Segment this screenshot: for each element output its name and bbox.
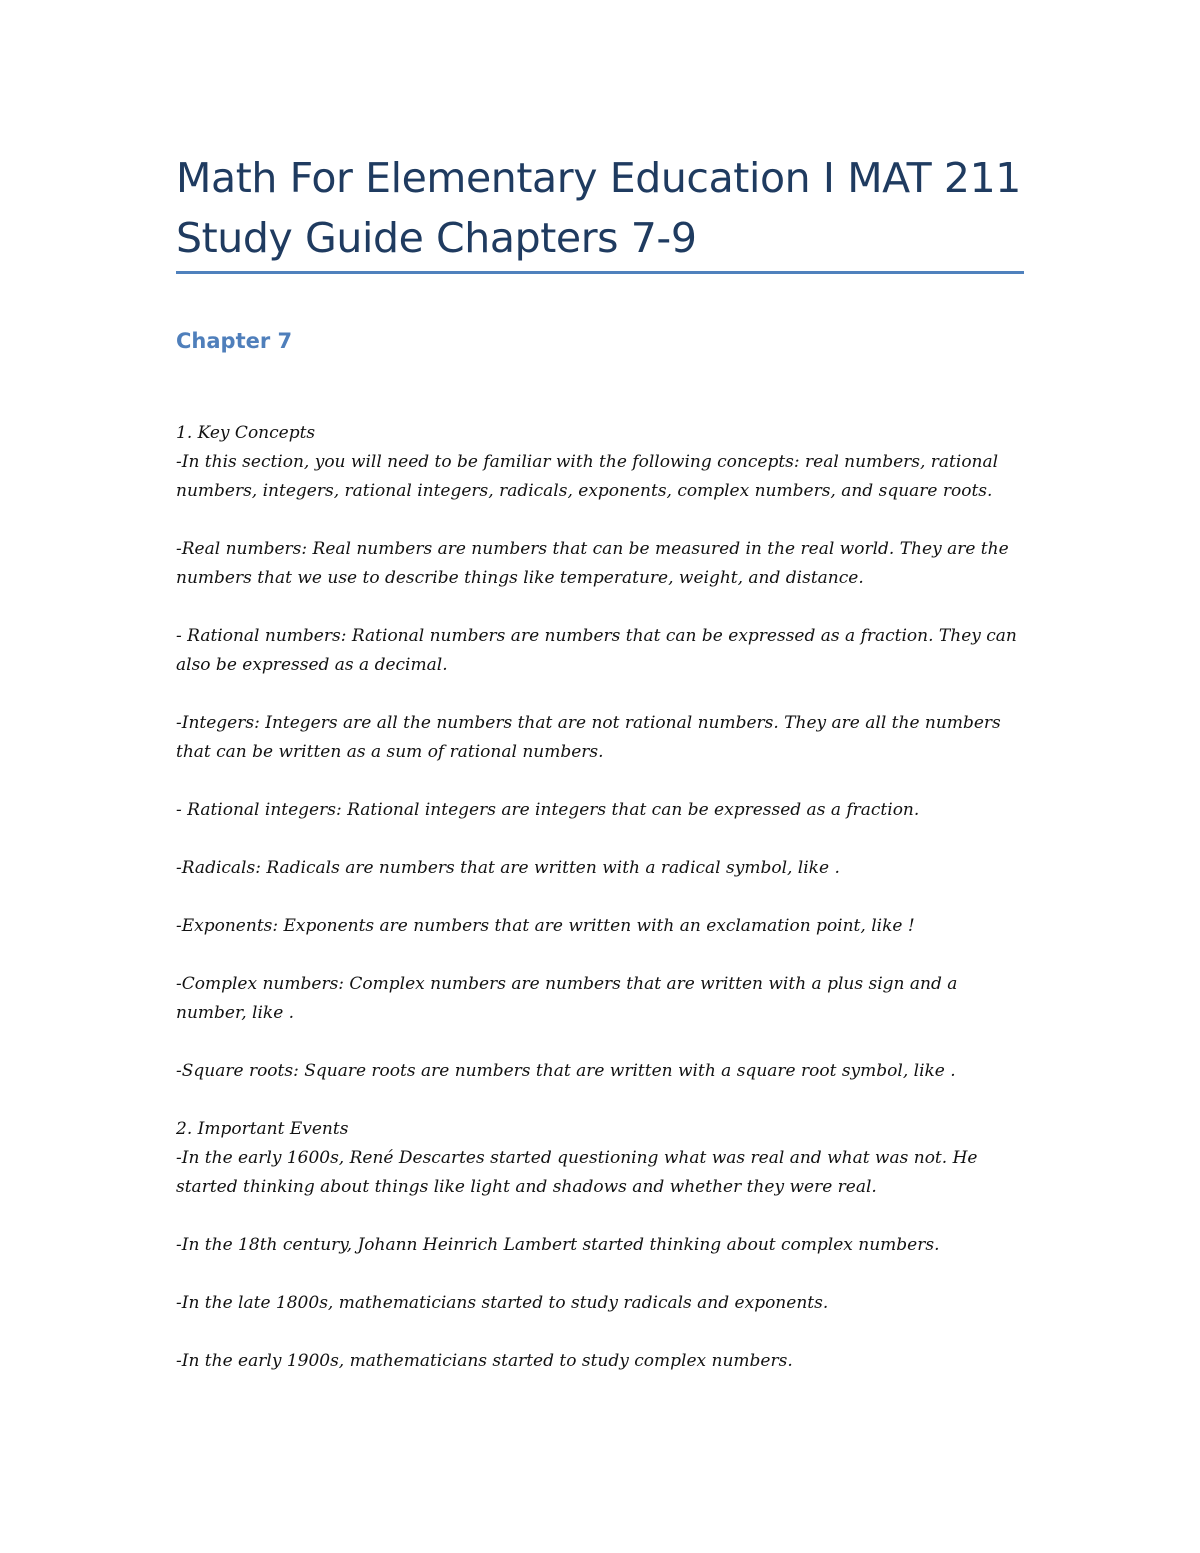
concept-complex-numbers: -Complex numbers: Complex numbers are numbers that are written with a plus sign and a number, like .: [176, 974, 958, 1023]
event-descartes: -In the early 1600s, René Descartes started questioning what was real and what was not. He started thinking about things like light and shadows and whether they were real.: [176, 1148, 978, 1197]
document-title: Math For Elementary Education I MAT 211 Study Guide Chapters 7-9: [176, 154, 1021, 262]
title-underline: [176, 271, 1024, 274]
concept-rational-numbers: - Rational numbers: Rational numbers are numbers that can be expressed as a fraction. They can also be expressed as a decimal.: [176, 626, 1017, 675]
concept-square-roots: -Square roots: Square roots are numbers that are written with a square root symbol, like .: [176, 1061, 956, 1081]
event-complex-numbers: -In the early 1900s, mathematicians started to study complex numbers.: [176, 1351, 793, 1371]
key-concepts-heading: 1. Key Concepts: [176, 423, 316, 443]
event-lambert: -In the 18th century, Johann Heinrich Lambert started thinking about complex numbers.: [176, 1235, 940, 1255]
concept-exponents: -Exponents: Exponents are numbers that are written with an exclamation point, like !: [176, 916, 915, 936]
chapter-heading: Chapter 7: [176, 329, 293, 353]
concept-rational-integers: - Rational integers: Rational integers are integers that can be expressed as a fraction.: [176, 800, 920, 820]
event-radicals-exponents: -In the late 1800s, mathematicians started to study radicals and exponents.: [176, 1293, 829, 1313]
key-concepts-intro: -In this section, you will need to be familiar with the following concepts: real numbers, rational numbers, integers, rational integers, radicals, exponents, complex numbers, and square roots.: [176, 452, 999, 501]
document-body: [176, 419, 1026, 1405]
concept-real-numbers: -Real numbers: Real numbers are numbers that can be measured in the real world. They are the numbers that we use to describe things like temperature, weight, and distance.: [176, 539, 1009, 588]
concept-radicals: -Radicals: Radicals are numbers that are written with a radical symbol, like .: [176, 858, 840, 878]
concept-integers: -Integers: Integers are all the numbers that are not rational numbers. They are all the numbers that can be written as a sum of rational numbers.: [176, 713, 1001, 762]
important-events-heading: 2. Important Events: [176, 1119, 349, 1139]
